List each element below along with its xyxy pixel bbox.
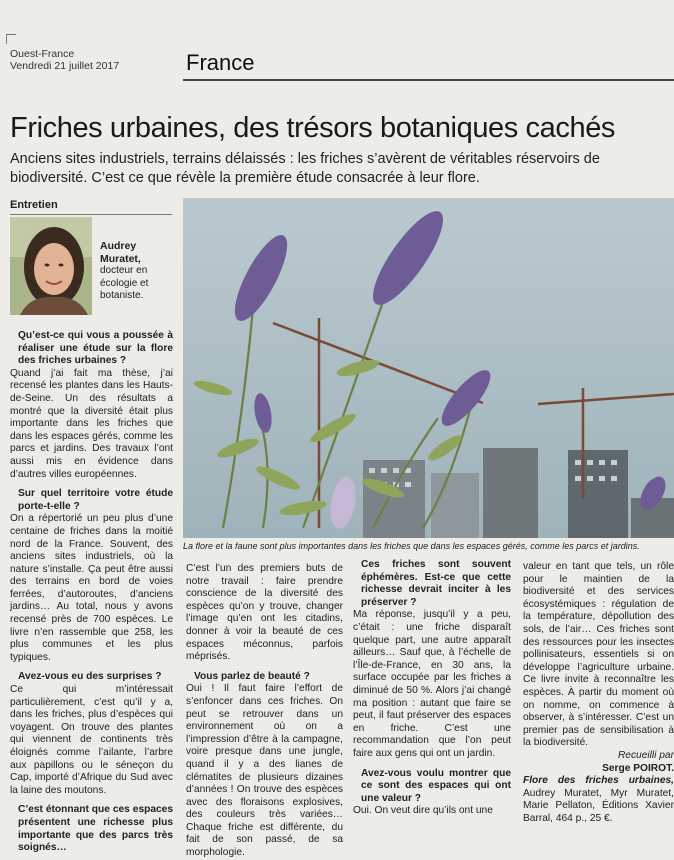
question: Sur quel territoire votre étude porte-t-elle ? [18, 488, 173, 512]
newspaper-name: Ouest-France [10, 48, 75, 60]
section-title: France [186, 50, 255, 75]
question: Vous parlez de beauté ? [194, 670, 310, 682]
question: Ces friches sont souvent éphémères. Est-ce que cette richesse devrait inciter à les préserver ? [361, 559, 511, 608]
headline: Friches urbaines, des trésors botaniques cachés [10, 112, 616, 144]
main-photo [183, 198, 674, 538]
question: C’est étonnant que ces espaces présentent une richesse plus importante que des parcs très soignés… [18, 804, 173, 854]
question: Qu’est-ce qui vous a poussée à réaliser une étude sur la flore des friches urbaines ? [18, 330, 173, 367]
answer: Oui ! Il faut faire l’effort de s’enfoncer dans ces friches. On peut se retrouver dans un environnement où on a l’impression d’être à la campagne, voire presque dans une jungle, quand il y a des lianes de clématites de plusieurs dizaines d’années ! On trouve des espèces avec des floraisons explosives, des couleurs très variées… Chaque friche est différente, du fait de son passé, de sa morphologie. [186, 683, 343, 859]
column-4 [523, 561, 674, 825]
question: Avez-vous voulu montrer que ce sont des espaces qui ont une valeur ? [361, 767, 511, 804]
author-name: Serge POIROT. [602, 762, 674, 774]
answer: valeur en tant que tels, un rôle pour le maintien de la biodiversité et des services écosystémiques : régulation de la température, dépollution des sols, de l’air… Ces friches sont des ressources pour les insectes pollinisateurs, essentiels si on développe l’agriculture urbaine. Ce livre invite à reconnaître les espèces. À partir du moment où on nomme, on commence à observer, à s’intéresser. C’est un premier pas de sensibilisation à la biodiversité. [523, 561, 674, 749]
crop-mark [6, 34, 16, 44]
kicker: Entretien [10, 199, 172, 215]
source-line [10, 48, 119, 72]
question: Avez-vous eu des surprises ? [18, 671, 162, 683]
answer: C’est l’un des premiers buts de notre travail : faire prendre conscience de la diversité des espèces qu’on y trouve, changer l’image qu’en ont les citadins, donner à voir la beauté de ces espaces méconnus, parfois méprisés. [186, 563, 343, 663]
credit-line: Recueilli par [617, 749, 674, 761]
book-info: Audrey Muratet, Myr Muratet, Marie Pellaton, Éditions Xavier Barral, 464 p., 25 €. [523, 787, 674, 824]
section-rule [183, 79, 674, 81]
answer: Ma réponse, jusqu’il y a peu, c’était : une friche disparaît quelque part, une autre apparaît ailleurs… Sauf que, à l’échelle de l’Île-de-France, en 30 ans, la surface occupée par les friches a diminué de 50 %. Alors j’ai changé ma position : autant que faire se peut, il faut préserver des espaces en friche. C’est une recommandation que l’on peut faire aux gens qui ont un jardin. [353, 609, 511, 759]
column-3 [353, 559, 511, 818]
photo-caption: La flore et la faune sont plus importantes dans les friches que dans les espaces gérés, comme les parcs et jardins. [183, 541, 640, 551]
answer: Quand j’ai fait ma thèse, j’ai recensé les plantes dans les Hauts-de-Seine. Un des résultats a montré que la diversité était plus importante dans les friches que dans les espaces gérés, comme les parcs et jardins. Des travaux l’ont aussi mis en évidence dans d’autres villes européennes. [10, 367, 173, 480]
publication-date: Vendredi 21 juillet 2017 [10, 60, 120, 72]
interviewee-name: Audrey Muratet, [100, 240, 141, 265]
interviewee-role: docteur en écologie et botaniste. [100, 265, 149, 301]
answer: Ce qui m’intéressait particulièrement, c’est qu’il y a, dans les friches, plus d’espèces qui voyagent. On trouve des plantes qui viennent de continents très éloignés comme l’ailante, l’arbre aux papillons ou le séneçon du Cap, importé d’Afrique du Sud avec la laine des moutons. [10, 684, 173, 796]
interviewee-byline [100, 240, 178, 303]
answer: On a répertorié un peu plus d’une centaine de friches dans la moitié nord de la France. Souvent, des anciens sites industriels, où la nature s’installe. Ça peut être aussi des terrains en bord de voies ferrées, d’autoroutes, d’anciens jardins… Au total, nous y avons recensé près de 700 espèces. Le livre n’en rassemble que 258, les plus communes et les plus typiques. [10, 513, 173, 663]
book-title: Flore des friches urbaines, [523, 775, 674, 787]
portrait-photo [10, 217, 92, 315]
deck: Anciens sites industriels, terrains délaissés : les friches s’avèrent de véritables réservoirs de biodiversité. C’est ce que révèle la première étude consacrée à leur flore. [10, 151, 600, 186]
book-reference [523, 775, 674, 825]
column-1 [10, 330, 173, 855]
answer: Oui. On veut dire qu’ils ont une [353, 805, 493, 817]
column-2 [186, 563, 343, 860]
